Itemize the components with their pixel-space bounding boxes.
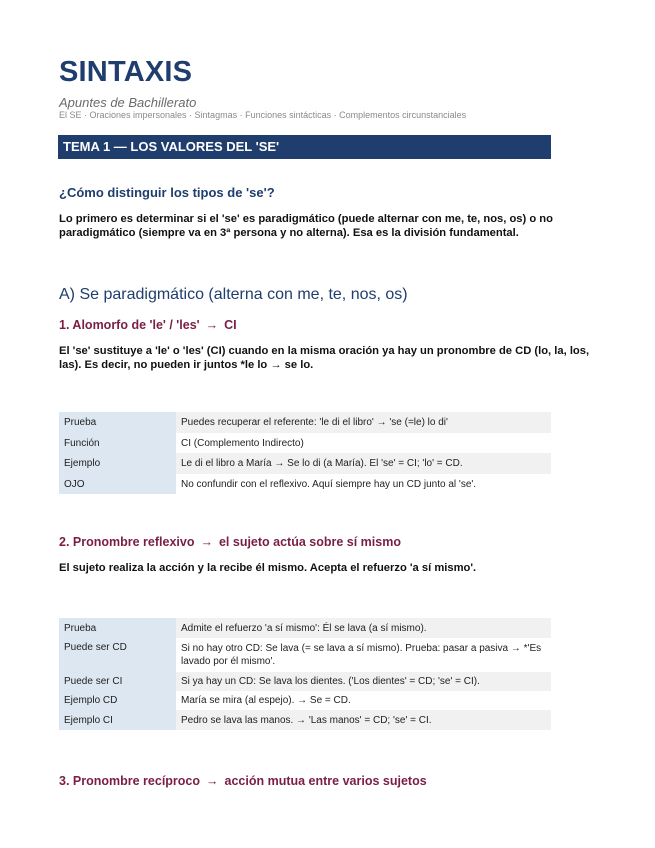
table-row [59,433,551,453]
subsection-1-paragraph: El 'se' sustituye a 'le' o 'les' (CI) cuando en la misma oración ya hay un pronombre de CD (lo, la, los, las). Es decir, no pueden ir juntos *le lo → se lo. [59,345,590,371]
subsection-2-table [59,618,551,730]
section-a-heading: A) Se paradigmático (alterna con me, te, nos, os) [59,286,408,303]
table-key: Ejemplo [59,453,176,474]
table-value: No confundir con el reflexivo. Aquí siempre hay un CD junto al 'se'. [176,474,551,494]
table-value: Si no hay otro CD: Se lava (= se lava a sí mismo). Prueba: pasar a pasiva → *'Es lavado por él mismo'. [176,638,551,672]
table-row [59,638,551,672]
table-key: Ejemplo CD [59,691,176,710]
document-title: SINTAXIS [59,56,193,88]
subsection-3-tail: acción mutua entre varios sujetos [224,774,427,788]
subsection-2-heading [59,535,401,549]
subsection-1-tail: CI [224,318,237,332]
table-key: Función [59,433,176,453]
subsection-3-title: 3. Pronombre recíproco [59,774,201,788]
subsection-1-heading [59,318,237,332]
table-value: CI (Complemento Indirecto) [176,433,551,453]
arrow-icon: → [200,535,213,549]
table-key: Prueba [59,412,176,433]
table-key: Prueba [59,618,176,638]
table-row [59,710,551,730]
table-row [59,453,551,474]
subsection-1-title: 1. Alomorfo de 'le' / 'les' [59,318,200,332]
subsection-2-title: 2. Pronombre reflexivo [59,535,195,549]
arrow-icon: → [206,774,219,788]
table-key: Puede ser CD [59,638,176,672]
subsection-1-table [59,412,551,494]
table-value: Le di el libro a María → Se lo di (a María). El 'se' = CI; 'lo' = CD. [176,453,551,474]
table-row [59,412,551,433]
table-value: Admite el refuerzo 'a sí mismo': Él se lava (a sí mismo). [176,618,551,638]
intro-paragraph: Lo primero es determinar si el 'se' es paradigmático (puede alternar con me, te, nos, os) o no paradigmático (siempre va en 3ª persona y no alterna). Esa es la división fundamental. [59,213,553,239]
table-row [59,474,551,494]
table-row [59,672,551,691]
table-key: Ejemplo CI [59,710,176,730]
subsection-2-paragraph: El sujeto realiza la acción y la recibe él mismo. Acepta el refuerzo 'a sí mismo'. [59,562,477,574]
table-value: Si ya hay un CD: Se lava los dientes. ('Los dientes' = CD; 'se' = CI). [176,672,551,691]
table-value: María se mira (al espejo). → Se = CD. [176,691,551,710]
table-key: Puede ser CI [59,672,176,691]
subsection-2-tail: el sujeto actúa sobre sí mismo [218,535,401,549]
section-banner: TEMA 1 — LOS VALORES DEL 'SE' [58,135,551,159]
document-subtitle: Apuntes de Bachillerato [59,95,197,110]
question-heading: ¿Cómo distinguir los tipos de 'se'? [59,185,275,200]
table-row [59,691,551,710]
table-value: Puedes recuperar el referente: 'le di el libro' → 'se (=le) lo di' [176,412,551,433]
table-value: Pedro se lava las manos. → 'Las manos' = CD; 'se' = CI. [176,710,551,730]
table-row [59,618,551,638]
table-key: OJO [59,474,176,494]
subsection-3-heading [59,774,427,788]
topics-line: El SE · Oraciones impersonales · Sintagmas · Funciones sintácticas · Complementos circunstanciales [59,110,467,120]
arrow-icon: → [205,318,219,332]
